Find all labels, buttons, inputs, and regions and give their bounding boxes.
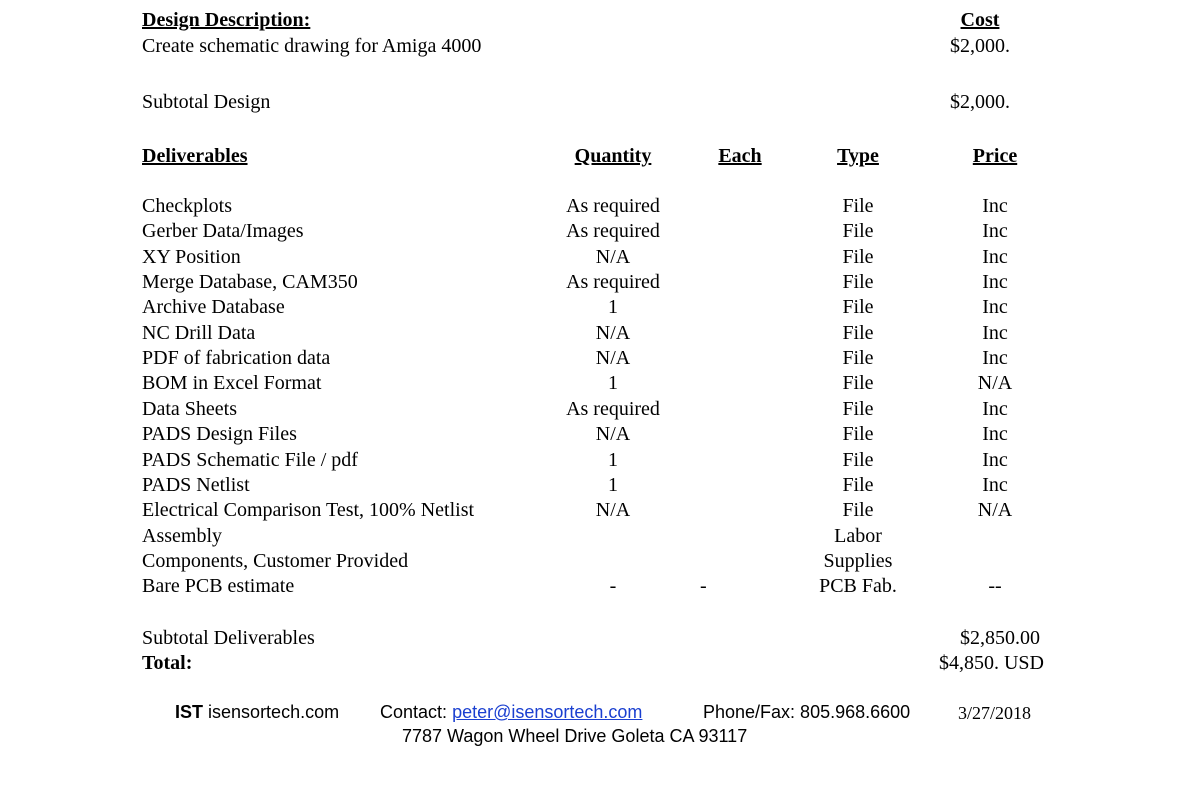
table-row — [0, 245, 1200, 269]
price-heading: Price — [972, 145, 1018, 167]
subtotal-design-label: Subtotal Design — [142, 91, 271, 113]
deliverable-quantity: 1 — [608, 474, 618, 496]
design-cost-value: $2,000. — [950, 35, 1010, 57]
table-row — [0, 346, 1200, 370]
deliverable-price: Inc — [982, 449, 1008, 471]
deliverable-name: PADS Schematic File / pdf — [142, 449, 358, 471]
deliverable-price: Inc — [982, 220, 1008, 242]
address-text: 7787 Wagon Wheel Drive Goleta CA 93117 — [402, 726, 748, 746]
deliverable-name: XY Position — [142, 246, 241, 268]
deliverable-quantity: As required — [566, 220, 660, 242]
deliverable-name: Electrical Comparison Test, 100% Netlist — [142, 499, 475, 521]
deliverable-name: Bare PCB estimate — [142, 575, 295, 597]
deliverable-type: File — [842, 398, 874, 420]
deliverable-quantity: As required — [566, 398, 660, 420]
table-row — [0, 295, 1200, 319]
subtotal-deliverables-value: $2,850.00 — [960, 627, 1040, 649]
deliverable-quantity: N/A — [595, 347, 631, 369]
table-row — [0, 549, 1200, 573]
deliverable-name: Archive Database — [142, 296, 285, 318]
deliverable-name: Data Sheets — [142, 398, 237, 420]
deliverable-quantity: 1 — [608, 449, 618, 471]
table-row — [0, 574, 1200, 598]
deliverable-price: Inc — [982, 246, 1008, 268]
table-row — [0, 473, 1200, 497]
table-row — [0, 321, 1200, 345]
deliverable-type: File — [842, 499, 874, 521]
type-heading: Type — [837, 145, 879, 167]
deliverable-price: Inc — [982, 322, 1008, 344]
deliverable-type: Labor — [834, 525, 882, 547]
deliverable-price: N/A — [977, 499, 1013, 521]
deliverable-type: File — [842, 449, 874, 471]
table-row — [0, 498, 1200, 522]
deliverable-price: Inc — [982, 296, 1008, 318]
deliverable-name: PADS Design Files — [142, 423, 297, 445]
deliverable-price: Inc — [982, 474, 1008, 496]
deliverable-price: Inc — [982, 423, 1008, 445]
deliverable-type: PCB Fab. — [819, 575, 897, 597]
table-row — [0, 371, 1200, 395]
contact-email-link[interactable]: peter@isensortech.com — [452, 702, 643, 722]
deliverable-name: Gerber Data/Images — [142, 220, 304, 242]
deliverable-type: File — [842, 246, 874, 268]
table-row — [0, 397, 1200, 421]
deliverable-quantity: As required — [566, 271, 660, 293]
deliverable-type: File — [842, 322, 874, 344]
deliverable-name: Components, Customer Provided — [142, 550, 409, 572]
deliverable-name: NC Drill Data — [142, 322, 256, 344]
deliverable-name: Assembly — [142, 525, 222, 547]
deliverable-each: - — [700, 575, 707, 597]
phone-fax-text: Phone/Fax: 805.968.6600 — [703, 702, 911, 722]
deliverable-quantity: 1 — [608, 372, 618, 394]
cost-heading: Cost — [960, 9, 1000, 31]
subtotal-deliverables-label: Subtotal Deliverables — [142, 627, 315, 649]
deliverable-quantity: N/A — [595, 499, 631, 521]
design-description-text: Create schematic drawing for Amiga 4000 — [142, 35, 482, 57]
deliverable-name: Checkplots — [142, 195, 232, 217]
deliverable-quantity: N/A — [595, 423, 631, 445]
deliverable-quantity: 1 — [608, 296, 618, 318]
deliverable-type: File — [842, 271, 874, 293]
deliverable-quantity: N/A — [595, 246, 631, 268]
contact-label: Contact: — [380, 702, 448, 722]
deliverable-type: Supplies — [823, 550, 893, 572]
table-row — [0, 194, 1200, 218]
deliverable-price: N/A — [977, 372, 1013, 394]
website-text: isensortech.com — [208, 702, 340, 722]
deliverable-type: File — [842, 296, 874, 318]
table-row — [0, 270, 1200, 294]
deliverable-type: File — [842, 347, 874, 369]
deliverable-name: BOM in Excel Format — [142, 372, 322, 394]
table-row — [0, 448, 1200, 472]
document-date: 3/27/2018 — [958, 703, 1032, 723]
deliverable-price: Inc — [982, 195, 1008, 217]
deliverable-price: Inc — [982, 398, 1008, 420]
table-row — [0, 422, 1200, 446]
footer-brand-line — [175, 700, 339, 724]
subtotal-design-value: $2,000. — [950, 91, 1010, 113]
deliverable-quantity: As required — [566, 195, 660, 217]
deliverable-name: Merge Database, CAM350 — [142, 271, 358, 293]
deliverable-type: File — [842, 423, 874, 445]
table-row — [0, 524, 1200, 548]
deliverable-name: PADS Netlist — [142, 474, 250, 496]
each-heading: Each — [718, 145, 762, 167]
design-description-heading: Design Description: — [142, 9, 311, 31]
table-row — [0, 219, 1200, 243]
deliverables-heading: Deliverables — [142, 145, 248, 167]
quantity-heading: Quantity — [574, 145, 652, 167]
deliverable-price: Inc — [982, 271, 1008, 293]
deliverable-type: File — [842, 474, 874, 496]
deliverable-quantity: N/A — [595, 322, 631, 344]
deliverable-price: Inc — [982, 347, 1008, 369]
deliverable-type: File — [842, 372, 874, 394]
total-label: Total: — [142, 652, 193, 674]
deliverable-name: PDF of fabrication data — [142, 347, 331, 369]
deliverable-quantity: - — [609, 575, 617, 597]
brand-name: IST — [175, 702, 204, 722]
deliverable-type: File — [842, 220, 874, 242]
deliverable-price: -- — [988, 575, 1002, 597]
deliverable-type: File — [842, 195, 874, 217]
total-value: $4,850. USD — [938, 652, 1044, 674]
contact-line — [380, 700, 642, 724]
